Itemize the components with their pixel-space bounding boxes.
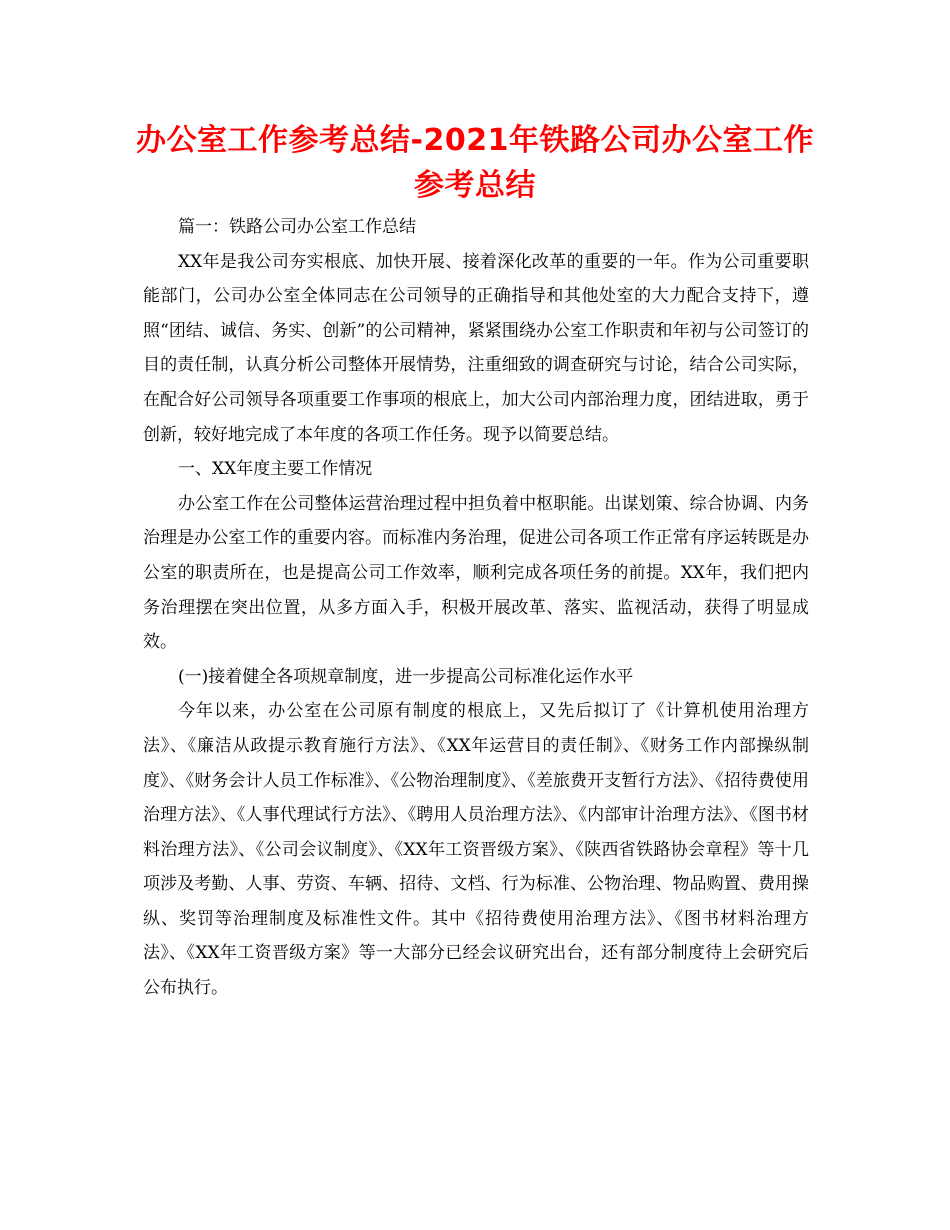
document-title: 办公室工作参考总结-2021年铁路公司办公室工作参考总结 <box>136 123 814 203</box>
document-body <box>143 210 809 1006</box>
main-work-paragraph: 办公室工作在公司整体运营治理过程中担负着中枢职能。出谋划策、综合协调、内务治理是办公室工作的重要内容。而标准内务治理，促进公司各项工作正常有序运转既是办公室的职责所在，也是提高公司工作效率，顺利完成各项任务的前提。XX年，我们把内务治理摆在突出位置，从多方面入手，积极开展改革、落实、监视活动，获得了明显成效。 <box>143 493 809 653</box>
section-heading-part-one: 篇一：铁路公司办公室工作总结 <box>178 217 416 237</box>
section-heading-main-work: 一、XX年度主要工作情况 <box>178 459 373 480</box>
intro-paragraph: XX年是我公司夯实根底、加快开展、接着深化改革的重要的一年。作为公司重要职能部门，公司办公室全体同志在公司领导的正确指导和其他处室的大力配合支持下，遵照“团结、诚信、务实、创新”的公司精神，紧紧围绕办公室工作职责和年初与公司签订的目的责任制，认真分析公司整体开展情势，注重细致的调查研究与讨论，结合公司实际，在配合好公司领导各项重要工作事项的根底上，加大公司内部治理力度，团结进取，勇于创新，较好地完成了本年度的各项工作任务。现予以简要总结。 <box>143 251 809 445</box>
subsection-heading-rules: (一)接着健全各项规章制度，进一步提高公司标准化运作水平 <box>178 666 634 687</box>
rules-paragraph: 今年以来，办公室在公司原有制度的根底上，又先后拟订了《计算机使用治理方法》、《廉洁从政提示教育施行方法》、《XX年运营目的责任制》、《财务工作内部操纵制度》、《财务会计人员工作标准》、《公物治理制度》、《差旅费开支暂行方法》、《招待费使用治理方法》、《人事代理试行方法》、《聘用人员治理方法》、《内部审计治理方法》、《图书材料治理方法》、《公司会议制度》、《XX年工资晋级方案》、《陕西省铁路协会章程》等十几项涉及考勤、人事、劳资、车辆、招待、文档、行为标准、公物治理、物品购置、费用操纵、奖罚等治理制度及标准性文件。其中《招待费使用治理方法》、《图书材料治理方法》、《XX年工资晋级方案》等一大部分已经会议研究出台，还有部分制度待上会研究后公布执行。 <box>143 701 809 999</box>
